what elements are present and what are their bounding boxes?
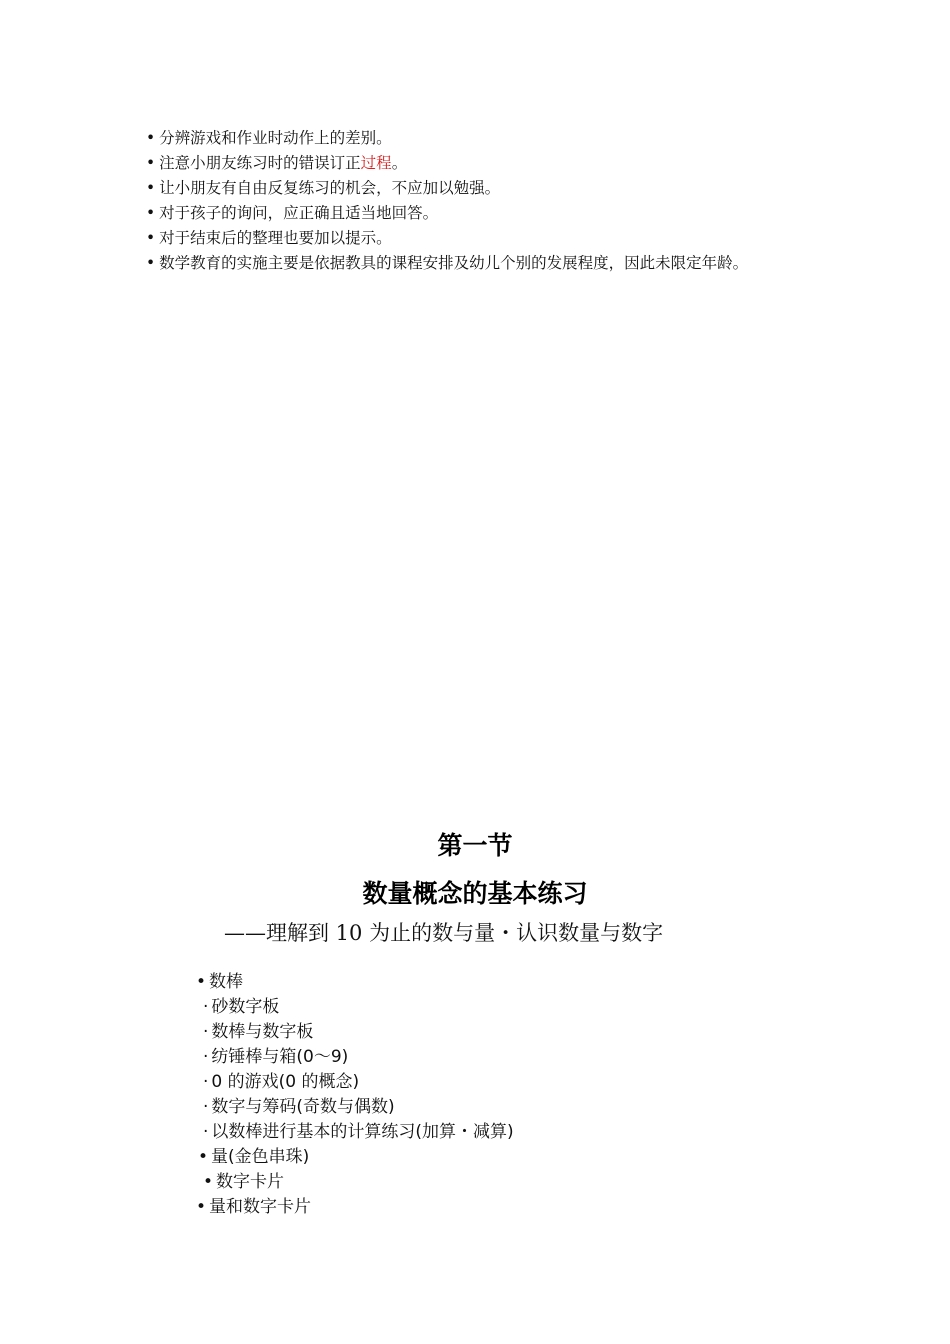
note-text: 对于结束后的整理也要加以提示。 (159, 229, 392, 247)
sub-bullet-icon: · (203, 1097, 209, 1117)
activity-label: 量和数字卡片 (209, 1197, 312, 1217)
bullet-icon: • (203, 1172, 214, 1192)
note-item (146, 126, 748, 151)
note-text: 数学教育的实施主要是依据教具的课程安排及幼儿个别的发展程度，因此未限定年龄。 (159, 254, 749, 272)
note-text: 分辨游戏和作业时动作上的差别。 (159, 129, 392, 147)
page-title: 数量概念的基本练习 (362, 879, 588, 908)
activity-subitem (203, 995, 279, 1020)
section-heading: 第一节 (437, 831, 513, 860)
activity-label: 纺锤棒与箱(0～9) (211, 1047, 349, 1067)
bullet-icon: • (198, 1147, 209, 1167)
activity-label: 数字卡片 (216, 1172, 285, 1192)
note-text-end: 。 (391, 154, 408, 172)
note-item (146, 251, 748, 276)
note-item (146, 226, 748, 251)
bullet-icon: • (196, 1197, 207, 1217)
activity-item (203, 1170, 284, 1195)
bullet-icon: • (196, 972, 207, 992)
sub-bullet-icon: · (203, 1072, 209, 1092)
activity-label: 0 的游戏(0 的概念) (211, 1072, 360, 1092)
note-item (146, 151, 748, 176)
bullet-icon: • (146, 179, 156, 197)
note-text: 对于孩子的询问，应正确且适当地回答。 (159, 204, 439, 222)
activity-subitem (203, 1045, 348, 1070)
note-item (146, 201, 748, 226)
activity-label: 数棒 (209, 972, 244, 992)
activity-label: 数棒与数字板 (211, 1022, 314, 1042)
bullet-icon: • (146, 204, 156, 222)
bullet-icon: • (146, 129, 156, 147)
activity-item (198, 1145, 309, 1170)
teaching-notes-list (146, 126, 748, 276)
activity-subitem (203, 1070, 359, 1095)
activity-subitem (203, 1120, 514, 1145)
activity-label: 数字与筹码(奇数与偶数) (211, 1097, 395, 1117)
bullet-icon: • (146, 229, 156, 247)
note-item (146, 176, 748, 201)
bullet-icon: • (146, 154, 156, 172)
sub-bullet-icon: · (203, 1047, 209, 1067)
bullet-icon: • (146, 254, 156, 272)
sub-bullet-icon: · (203, 1022, 209, 1042)
note-text: 注意小朋友练习时的错误订正 (159, 154, 361, 172)
activity-label: 砂数字板 (211, 997, 280, 1017)
sub-bullet-icon: · (203, 1122, 209, 1142)
sub-bullet-icon: · (203, 997, 209, 1017)
activity-label: 以数棒进行基本的计算练习(加算・减算) (211, 1122, 514, 1142)
activity-subitem (203, 1020, 313, 1045)
activity-label: 量(金色串珠) (211, 1147, 310, 1167)
activity-subitem (203, 1095, 395, 1120)
note-text: 让小朋友有自由反复练习的机会，不应加以勉强。 (159, 179, 501, 197)
page-subtitle: ——理解到 10 为止的数与量・认识数量与数字 (224, 921, 664, 945)
activity-item (196, 970, 243, 995)
note-highlight: 过程 (360, 154, 392, 172)
activity-item (196, 1195, 311, 1220)
